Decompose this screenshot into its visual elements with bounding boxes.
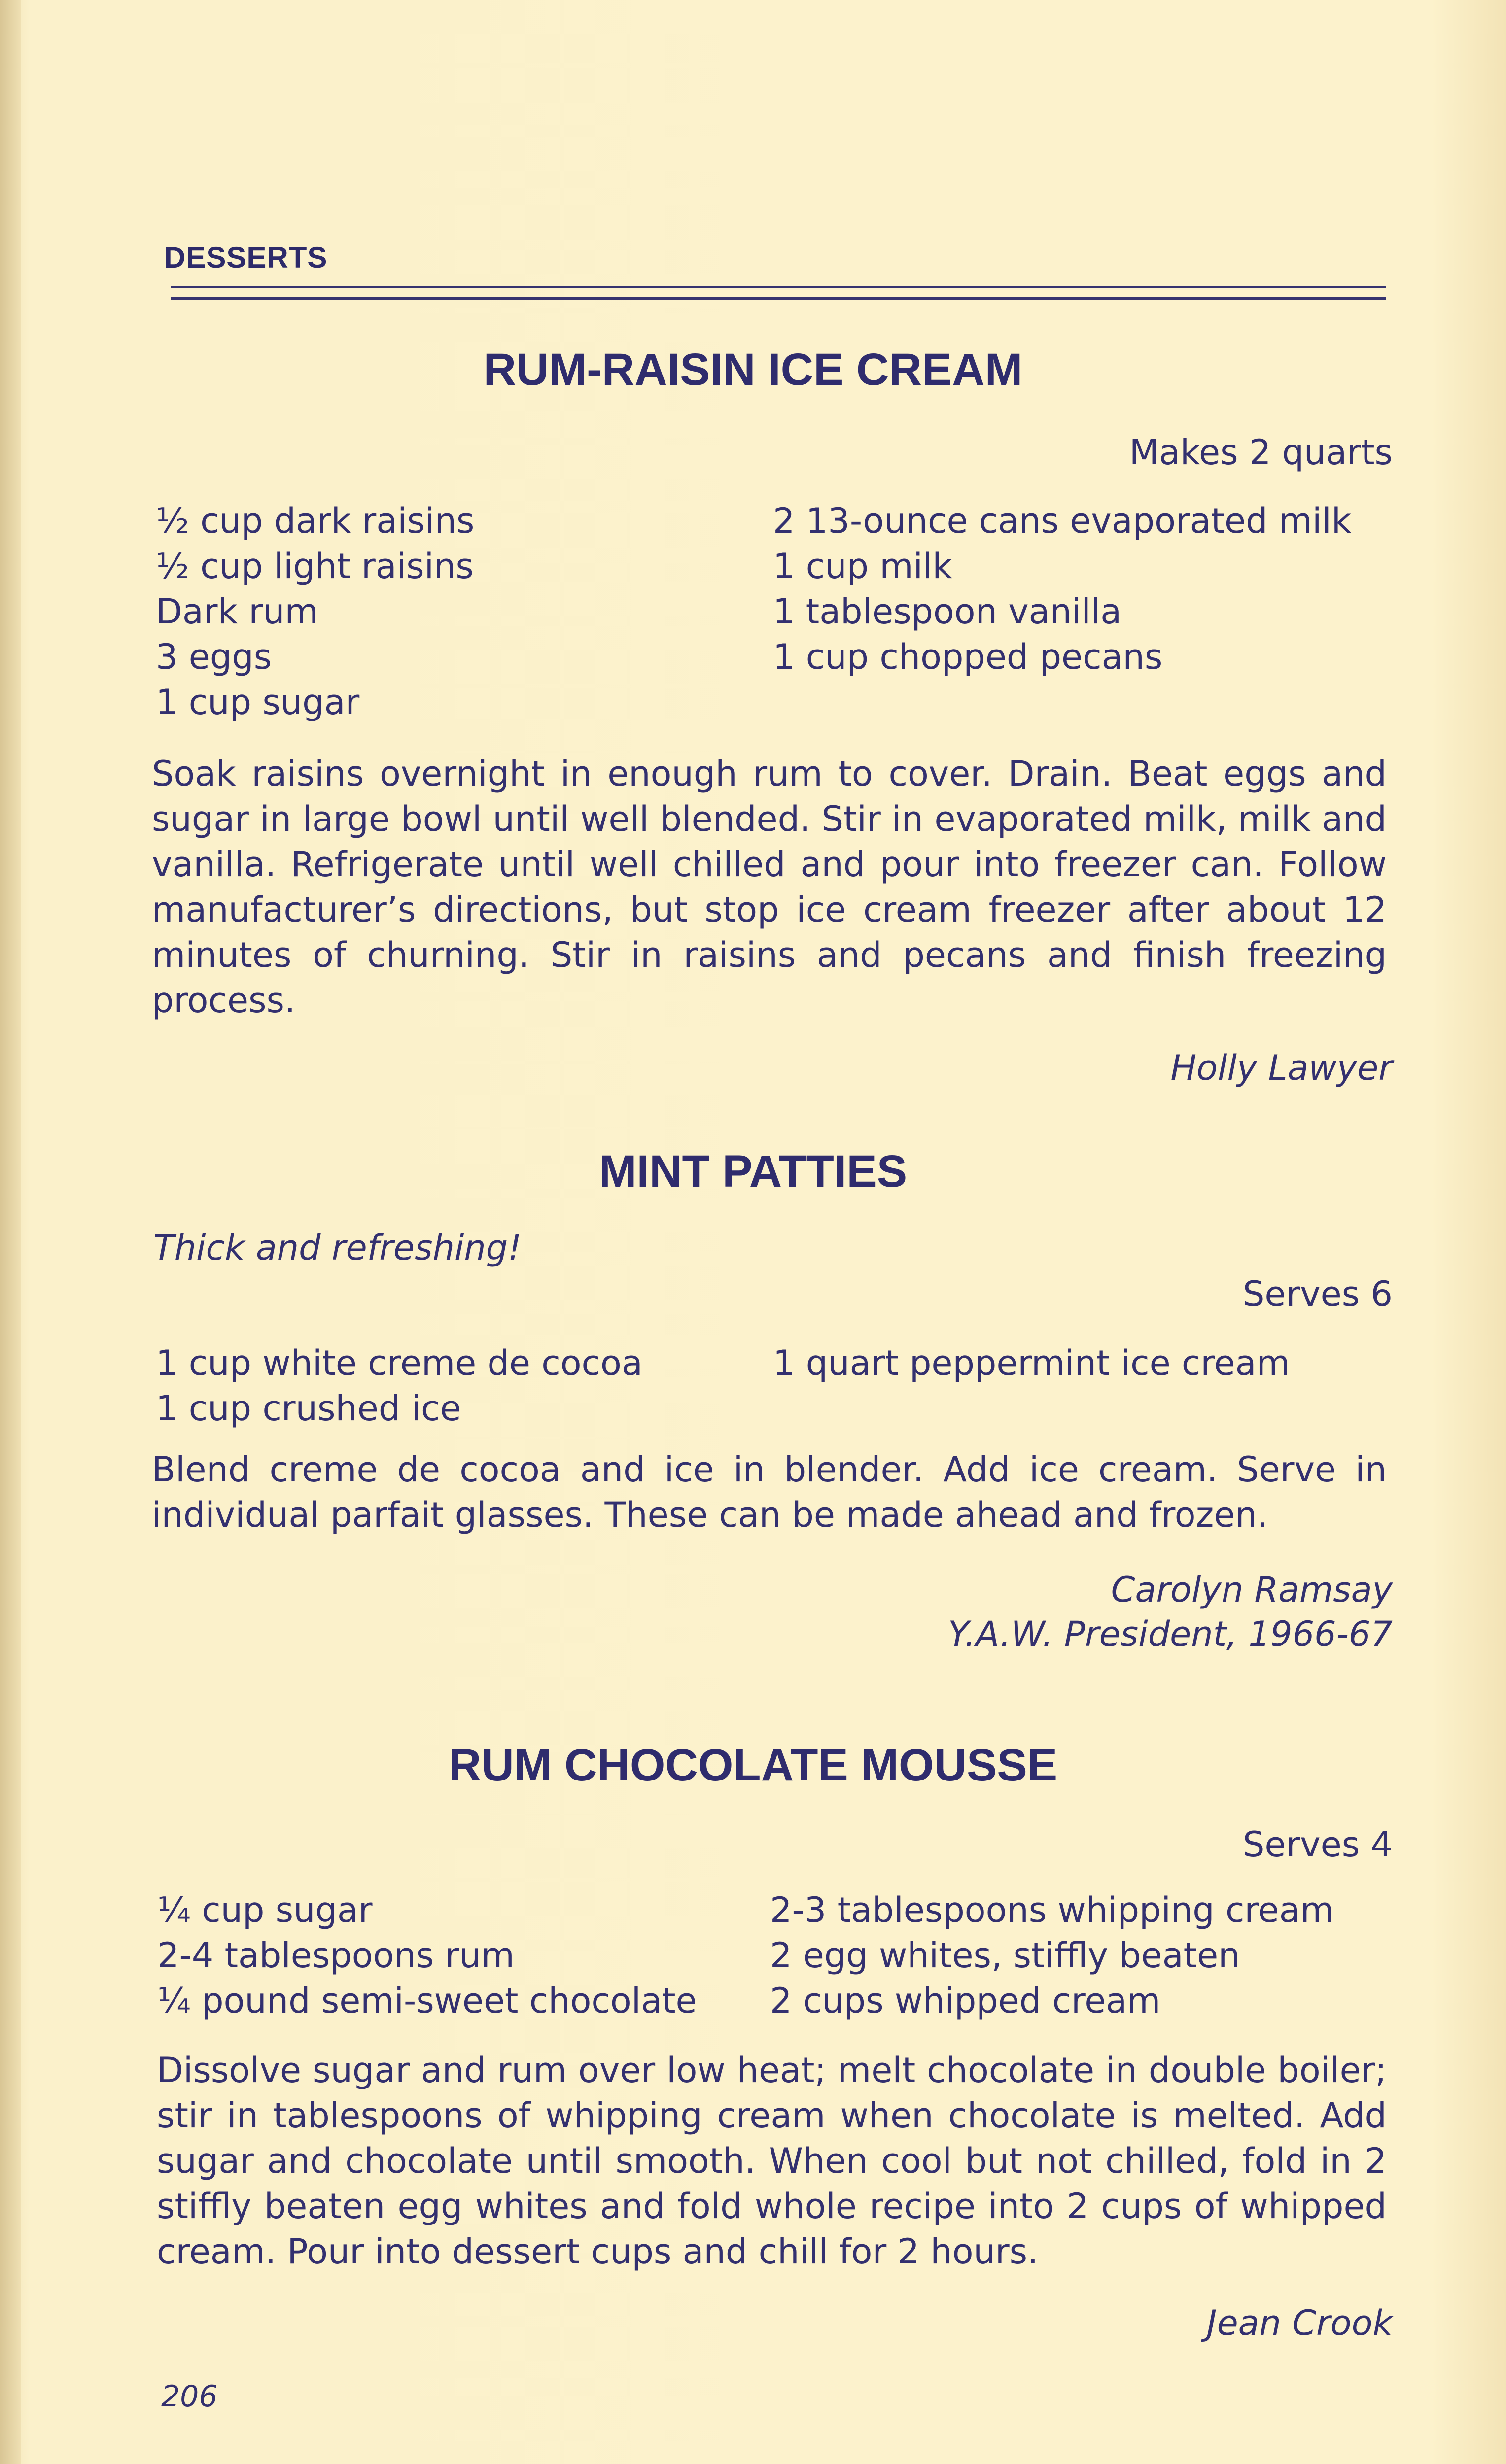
ingredient-list-left bbox=[156, 1340, 643, 1431]
recipe-directions: Blend creme de cocoa and ice in blender. Add ice cream. Serve in individual parfait glasses. These can be made ahead and frozen. bbox=[152, 1449, 1387, 1535]
ingredient-item: ½ cup dark raisins bbox=[156, 501, 475, 541]
ingredient-item: 2-3 tablespoons whipping cream bbox=[770, 1890, 1334, 1930]
ingredient-item: 2 cups whipped cream bbox=[770, 1981, 1161, 2021]
recipe-yield: Serves 4 bbox=[1242, 1824, 1393, 1865]
recipe-directions: Soak raisins overnight in enough rum to cover. Drain. Beat eggs and sugar in large bowl until well blended. Stir in evaporated milk, milk and vanilla. Refrigerate until well chilled and pour into freezer can. Follow manufacturer’s directions, but stop ice cream freezer after about 12 minutes of churning. Stir in raisins and pecans and finish freezing process. bbox=[152, 753, 1387, 1021]
ingredient-list-right bbox=[773, 1340, 1290, 1386]
ingredient-item: 1 cup white creme de cocoa bbox=[156, 1343, 643, 1383]
section-header: DESSERTS bbox=[164, 241, 328, 274]
ingredient-list-left bbox=[157, 1887, 697, 2023]
recipe-title-rum-raisin-ice-cream: RUM-RAISIN ICE CREAM bbox=[483, 344, 1023, 395]
ingredient-list-left bbox=[156, 498, 474, 725]
recipe-author: Holly Lawyer bbox=[1170, 1048, 1393, 1088]
ingredient-list-right bbox=[770, 1887, 1334, 2023]
ingredient-item: ½ cup light raisins bbox=[156, 546, 474, 586]
recipe-directions: Dissolve sugar and rum over low heat; melt chocolate in double boiler; stir in tablespoons of whipping cream when chocolate is melted. Add sugar and chocolate until smooth. When cool but not chilled, fold in 2 stiffly beaten egg whites and fold whole recipe into 2 cups of whipped cream. Pour into dessert cups and chill for 2 hours. bbox=[157, 2050, 1387, 2272]
ingredient-item: 2-4 tablespoons rum bbox=[157, 1935, 515, 1976]
recipe-author: Carolyn Ramsay bbox=[1111, 1570, 1393, 1610]
ingredient-item: 1 tablespoon vanilla bbox=[773, 591, 1122, 632]
recipe-note: Thick and refreshing! bbox=[153, 1228, 522, 1268]
ingredient-item: ¼ cup sugar bbox=[157, 1890, 373, 1930]
ingredient-item: 1 cup milk bbox=[773, 546, 952, 586]
recipe-title-mint-patties: MINT PATTIES bbox=[598, 1146, 908, 1197]
ingredient-item: 1 cup sugar bbox=[156, 682, 360, 722]
ingredient-item: Dark rum bbox=[156, 591, 318, 632]
recipe-yield: Makes 2 quarts bbox=[1129, 432, 1393, 473]
ingredient-list-right bbox=[773, 498, 1351, 680]
header-rule-bottom bbox=[171, 297, 1386, 300]
recipe-title-rum-chocolate-mousse: RUM CHOCOLATE MOUSSE bbox=[448, 1740, 1058, 1790]
recipe-author: Jean Crook bbox=[1206, 2303, 1393, 2343]
ingredient-item: 2 egg whites, stiffly beaten bbox=[770, 1935, 1240, 1976]
ingredient-item: 1 quart peppermint ice cream bbox=[773, 1343, 1290, 1383]
ingredient-item: 1 cup chopped pecans bbox=[773, 637, 1163, 677]
recipe-author-title: Y.A.W. President, 1966-67 bbox=[948, 1614, 1393, 1654]
ingredient-item: 2 13-ounce cans evaporated milk bbox=[773, 501, 1352, 541]
ingredient-item: ¼ pound semi-sweet chocolate bbox=[157, 1981, 697, 2021]
header-rule-top bbox=[171, 286, 1386, 288]
ingredient-item: 1 cup crushed ice bbox=[156, 1388, 461, 1429]
recipe-yield: Serves 6 bbox=[1242, 1274, 1393, 1314]
ingredient-item: 3 eggs bbox=[156, 637, 272, 677]
page-number: 206 bbox=[161, 2379, 218, 2414]
